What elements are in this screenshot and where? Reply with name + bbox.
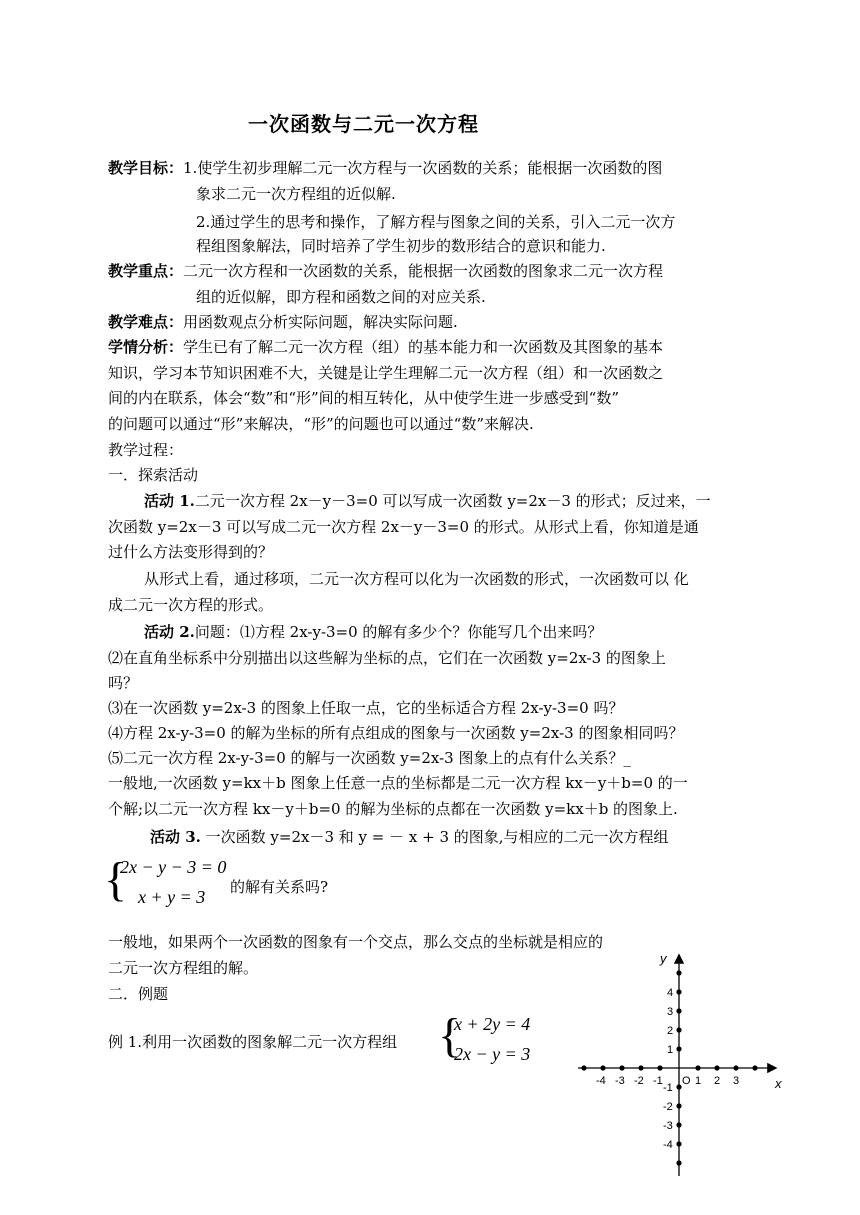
y-axis-dot — [676, 1008, 681, 1013]
system-1-eq1: 2x − y − 3 = 0 — [120, 857, 227, 877]
x-axis-dot — [657, 1065, 662, 1070]
y-tick-label: -1 — [663, 1082, 673, 1094]
x-tick-label: 1 — [695, 1075, 702, 1087]
key-b: 组的近似解，即方程和函数之间的对应关系. — [196, 288, 486, 306]
page-title: 一次函数与二元一次方程 — [248, 112, 479, 136]
act3-line — [150, 825, 758, 849]
y-axis-dot — [676, 1084, 681, 1089]
x-axis-dot — [581, 1065, 586, 1070]
x-axis-dot — [733, 1065, 738, 1070]
section-2-heading: 二．例题 — [108, 985, 169, 1003]
x-tick-label: 2 — [714, 1075, 721, 1087]
goal-label: 教学目标： — [108, 159, 184, 177]
ana-4: 的问题可以通过“形”来解决，“形”的问题也可以通过“数”来解决. — [108, 415, 534, 433]
x-axis-label: x — [775, 1076, 782, 1091]
general-2a: 一般地，如果两个一次函数的图象有一个交点，那么交点的坐标就是相应的 — [108, 933, 604, 951]
y-axis-dot — [676, 1027, 681, 1032]
y-tick-label: 4 — [667, 987, 674, 999]
act1-line-1 — [144, 489, 758, 513]
q3: ⑶在一次函数 y=2x-3 的图象上任取一点，它的坐标适合方程 2x-y-3=0 吗？ — [108, 699, 624, 717]
key-a: 二元一次方程和一次函数的关系，能根据一次函数的图象求二元一次方程 — [183, 262, 664, 280]
y-axis-dot — [676, 1046, 681, 1051]
general-2b: 二元一次方程组的解。 — [108, 959, 259, 977]
goal-2a: 2.通过学生的思考和操作，了解方程与图象之间的关系，引入二元一次方 — [196, 213, 676, 231]
ana-2: 知识，学习本节知识困难不大，关键是让学生理解二元一次方程（组）和一次函数之 — [108, 364, 664, 382]
y-axis-dot — [676, 1141, 681, 1146]
x-tick-label: 3 — [733, 1075, 740, 1087]
system-2-eq1: x + 2y = 4 — [454, 1014, 531, 1034]
x-axis-dot — [695, 1065, 700, 1070]
diff-line — [108, 310, 758, 334]
y-tick-label: -2 — [663, 1101, 673, 1113]
x-tick-label: -4 — [596, 1075, 606, 1087]
act1-label: 活动 1. — [144, 492, 195, 510]
y-tick-label: 2 — [667, 1025, 674, 1037]
y-axis-dot — [676, 989, 681, 994]
example-1: 例 1.利用一次函数的图象解二元一次方程组 — [108, 1033, 398, 1051]
x-axis-dot — [752, 1065, 757, 1070]
q5: ⑸二元一次方程 2x-y-3=0 的解与一次函数 y=2x-3 图象上的点有什么关系？_ — [108, 749, 631, 767]
key-line-1 — [108, 259, 758, 283]
x-tick-label: -1 — [653, 1075, 663, 1087]
coordinate-graph — [570, 950, 800, 1190]
q4: ⑷方程 2x-y-3=0 的解为坐标的所有点组成的图象与一次函数 y=2x-3 的图象相同吗？ — [108, 724, 684, 742]
y-tick-label: -3 — [663, 1120, 673, 1132]
y-axis-dot — [676, 1103, 681, 1108]
ana-label: 学情分析： — [108, 338, 184, 356]
goal-2b: 程组图象解法，同时培养了学生初步的数形结合的意识和能力. — [196, 237, 606, 255]
x-axis-dot — [600, 1065, 605, 1070]
q2-a: ⑵在直角坐标系中分别描出以这些解为坐标的点，它们在一次函数 y=2x-3 的图象上 — [108, 649, 666, 667]
y-tick-label: -4 — [663, 1139, 673, 1151]
goal-1a: 1.使学生初步理解二元一次方程与一次函数的关系；能根据一次函数的图 — [183, 159, 663, 177]
origin-label: O — [682, 1075, 691, 1087]
x-axis-dot — [638, 1065, 643, 1070]
key-label: 教学重点： — [108, 262, 184, 280]
system-2-eq2: 2x − y = 3 — [454, 1044, 531, 1064]
ana-3: 间的内在联系，体会“数”和“形”间的相互转化，从中使学生进一步感受到“数” — [108, 389, 620, 407]
q2-b: 吗？ — [108, 674, 139, 692]
system-1-brace: { — [104, 853, 128, 906]
y-axis-dot — [676, 970, 681, 975]
act1-b: 次函数 y=2x－3 可以写成二元一次方程 2x－y－3=0 的形式。从形式上看，你知道是通 — [108, 518, 699, 536]
system-1-eq2: x + y = 3 — [138, 887, 206, 907]
diff-text: 用函数观点分析实际问题，解决实际问题. — [183, 313, 458, 331]
section-1-heading: 一．探索活动 — [108, 466, 199, 484]
act1-c: 过什么方法变形得到的？ — [108, 543, 274, 561]
ans1-a: 从形式上看，通过移项，二元一次方程可以化为一次函数的形式，一次函数可以 化 — [144, 570, 689, 588]
y-tick-label: 3 — [667, 1006, 674, 1018]
general-1a: 一般地,一次函数 y=kx＋b 图象上任意一点的坐标都是二元一次方程 kx－y＋b=0 的一 — [108, 774, 688, 792]
act3-text: 一次函数 y=2x－3 和 y = － x + 3 的图象,与相应的二元一次方程组 — [200, 828, 669, 846]
goal-line-1 — [108, 156, 758, 180]
x-tick-label: -3 — [615, 1075, 625, 1087]
ana-1: 学生已有了解二元一次方程（组）的基本能力和一次函数及其图象的基本 — [183, 338, 664, 356]
x-tick-label: -2 — [634, 1075, 644, 1087]
act2-label: 活动 2. — [144, 623, 195, 641]
process-heading: 教学过程： — [108, 441, 184, 459]
x-axis-dot — [714, 1065, 719, 1070]
y-axis-dot — [676, 1122, 681, 1127]
act3-label: 活动 3. — [150, 828, 201, 846]
system-2-brace: { — [438, 1009, 462, 1062]
y-axis-dot — [676, 1160, 681, 1165]
act1-a: 二元一次方程 2x－y－3=0 可以写成一次函数 y=2x－3 的形式；反过来，一 — [194, 492, 711, 510]
ana-line-1 — [108, 335, 758, 359]
y-tick-label: 1 — [667, 1044, 674, 1056]
ans1-b: 成二元一次方程的形式。 — [108, 596, 274, 614]
act2-q1: 问题：⑴方程 2x-y-3=0 的解有多少个？你能写几个出来吗？ — [194, 623, 603, 641]
act2-line-1 — [144, 620, 758, 644]
x-axis-dot — [619, 1065, 624, 1070]
y-axis-label: y — [660, 951, 667, 966]
general-1b: 个解;以二元一次方程 kx－y＋b=0 的解为坐标的点都在一次函数 y=kx＋b 的图象上. — [108, 800, 678, 818]
diff-label: 教学难点： — [108, 313, 184, 331]
goal-1b: 象求二元一次方程组的近似解. — [196, 185, 396, 203]
system-1-tail: 的解有关系吗? — [230, 878, 329, 896]
